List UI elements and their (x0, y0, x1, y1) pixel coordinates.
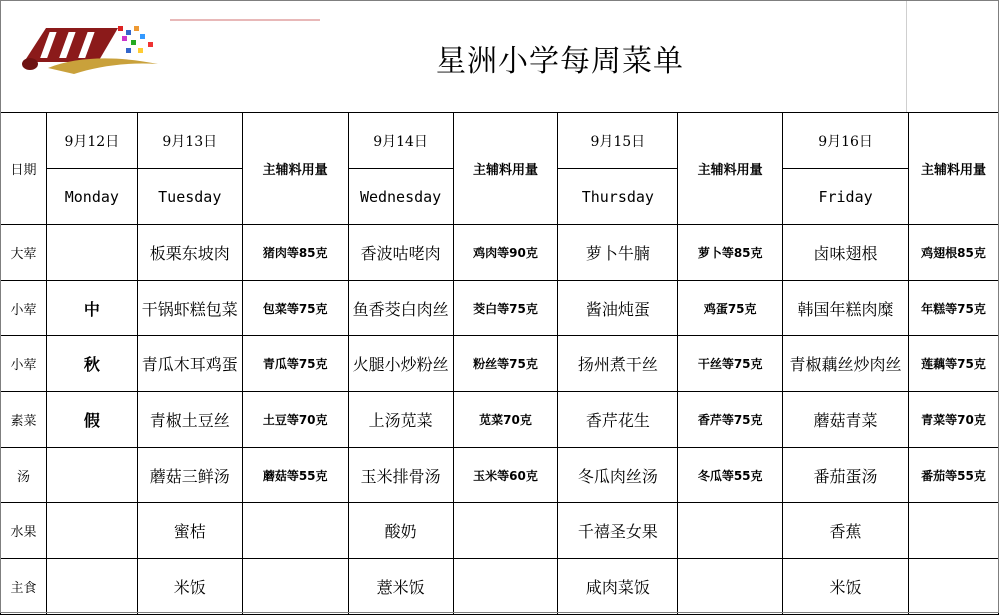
menu-row (1, 503, 999, 559)
header-rule (170, 19, 320, 21)
monday-cell (46, 225, 137, 281)
menu-row (1, 225, 999, 281)
amount-cell (242, 559, 348, 615)
amount-cell: 鸡肉等90克 (453, 225, 558, 281)
amount-cell (909, 503, 999, 559)
dish-cell: 板栗东坡肉 (137, 225, 242, 281)
amount-cell (242, 503, 348, 559)
amount-cell (678, 559, 783, 615)
dish-cell: 韩国年糕肉糜 (783, 280, 909, 336)
dish-cell: 咸肉菜饭 (558, 559, 678, 615)
amount-cell: 青菜等70克 (909, 392, 999, 448)
dish-cell: 青瓜木耳鸡蛋 (137, 336, 242, 392)
dish-cell: 青椒土豆丝 (137, 392, 242, 448)
amount-cell: 萝卜等85克 (678, 225, 783, 281)
header-divider (906, 0, 907, 112)
row-label: 素菜 (1, 392, 47, 448)
amount-cell: 番茄等55克 (909, 447, 999, 503)
amount-cell: 香芹等75克 (678, 392, 783, 448)
dish-cell: 蘑菇三鲜汤 (137, 447, 242, 503)
amount-cell: 蘑菇等55克 (242, 447, 348, 503)
dish-cell: 冬瓜肉丝汤 (558, 447, 678, 503)
dish-cell: 干锅虾糕包菜 (137, 280, 242, 336)
school-logo-icon (18, 20, 168, 76)
amount-header: 主辅料用量 (678, 113, 783, 225)
amount-cell: 青瓜等75克 (242, 336, 348, 392)
amount-cell: 莲藕等75克 (909, 336, 999, 392)
dish-cell: 香波咕咾肉 (348, 225, 453, 281)
row-label: 水果 (1, 503, 47, 559)
date-cell: 9月12日 (46, 113, 137, 169)
dish-cell: 蘑菇青菜 (783, 392, 909, 448)
dish-cell: 千禧圣女果 (558, 503, 678, 559)
dish-cell: 卤味翅根 (783, 225, 909, 281)
dish-cell: 米饭 (783, 559, 909, 615)
dish-cell: 玉米排骨汤 (348, 447, 453, 503)
amount-header: 主辅料用量 (242, 113, 348, 225)
weekday-cell: Friday (783, 169, 909, 225)
amount-cell: 干丝等75克 (678, 336, 783, 392)
amount-cell: 苋菜70克 (453, 392, 558, 448)
date-cell: 9月16日 (783, 113, 909, 169)
amount-cell (453, 503, 558, 559)
dish-cell: 扬州煮干丝 (558, 336, 678, 392)
amount-cell: 包菜等75克 (242, 280, 348, 336)
menu-row (1, 280, 999, 336)
amount-cell: 粉丝等75克 (453, 336, 558, 392)
amount-cell (678, 503, 783, 559)
dish-cell: 米饭 (137, 559, 242, 615)
dish-cell: 薏米饭 (348, 559, 453, 615)
weekday-cell: Thursday (558, 169, 678, 225)
dish-cell: 香芹花生 (558, 392, 678, 448)
dish-cell: 酸奶 (348, 503, 453, 559)
row-label: 汤 (1, 447, 47, 503)
date-cell: 9月14日 (348, 113, 453, 169)
monday-cell (46, 503, 137, 559)
amount-cell: 鸡翅根85克 (909, 225, 999, 281)
row-label: 小荤 (1, 280, 47, 336)
dish-cell: 上汤苋菜 (348, 392, 453, 448)
amount-cell: 冬瓜等55克 (678, 447, 783, 503)
weekday-cell: Wednesday (348, 169, 453, 225)
dish-cell: 蜜桔 (137, 503, 242, 559)
monday-cell: 中 (46, 280, 137, 336)
weekday-cell: Tuesday (137, 169, 242, 225)
weekday-cell: Monday (46, 169, 137, 225)
monday-cell (46, 447, 137, 503)
monday-cell: 假 (46, 392, 137, 448)
amount-cell: 鸡蛋75克 (678, 280, 783, 336)
dish-cell: 酱油炖蛋 (558, 280, 678, 336)
weekly-menu-table (0, 112, 999, 615)
menu-row (1, 559, 999, 615)
dish-cell: 香蕉 (783, 503, 909, 559)
menu-row (1, 447, 999, 503)
monday-cell (46, 559, 137, 615)
dish-cell: 青椒藕丝炒肉丝 (783, 336, 909, 392)
menu-row (1, 392, 999, 448)
date-cell: 9月13日 (137, 113, 242, 169)
amount-cell: 猪肉等85克 (242, 225, 348, 281)
amount-cell (453, 559, 558, 615)
row-label: 大荤 (1, 225, 47, 281)
amount-cell: 茭白等75克 (453, 280, 558, 336)
amount-header: 主辅料用量 (453, 113, 558, 225)
menu-row (1, 336, 999, 392)
date-cell: 9月15日 (558, 113, 678, 169)
amount-cell: 玉米等60克 (453, 447, 558, 503)
dish-cell: 番茄蛋汤 (783, 447, 909, 503)
monday-cell: 秋 (46, 336, 137, 392)
dish-cell: 鱼香茭白肉丝 (348, 280, 453, 336)
amount-cell: 土豆等70克 (242, 392, 348, 448)
page-title: 星洲小学每周菜单 (436, 44, 684, 79)
amount-header: 主辅料用量 (909, 113, 999, 225)
date-header: 日期 (1, 113, 47, 225)
amount-cell: 年糕等75克 (909, 280, 999, 336)
amount-cell (909, 559, 999, 615)
dish-cell: 萝卜牛腩 (558, 225, 678, 281)
row-label: 主食 (1, 559, 47, 615)
dish-cell: 火腿小炒粉丝 (348, 336, 453, 392)
row-label: 小荤 (1, 336, 47, 392)
